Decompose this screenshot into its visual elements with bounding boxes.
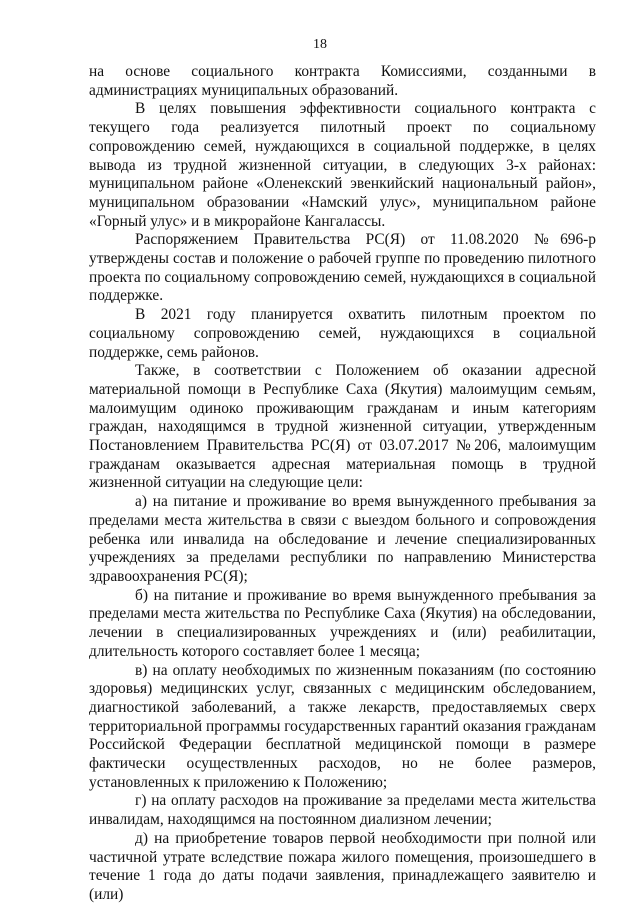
paragraph-government-order: Распоряжением Правительства РС(Я) от 11.08.2020 №696-р утверждены состав и положение о рабочей группе по проведению пилотного проекта по социальному сопровождению семей, нуждающихся в социальной поддержке. — [89, 231, 596, 305]
list-item-d: г) на оплату расходов на проживание за пределами места жительства инвалидам, находящимся на постоянном диализном лечении; — [89, 792, 596, 829]
paragraph-2021-plan: В 2021 году планируется охватить пилотным проектом по социальному сопровождению семей, нуждающихся в социальной поддержке, семь районов. — [89, 306, 596, 361]
paragraph-material-aid: Также, в соответствии с Положением об оказании адресной материальной помощи в Республике Саха (Якутия) малоимущим семьям, малоимущим одиноко проживающим гражданам и иным категориям граждан, находящимся в трудной жизненной ситуации, утвержденным Постановлением Правительства РС(Я) от 03.07.2017 №206, малоимущим гражданам оказывается адресная материальная помощь в трудной жизненной ситуации на следующие цели: — [89, 362, 596, 492]
list-item-b: б) на питание и проживание во время вынужденного пребывания за пределами места жительства по Республике Саха (Якутия) на обследовании, лечении в специализированных учреждениях и (или) реабилитации, длительность которого составляет более 1 месяца; — [89, 586, 596, 660]
list-item-a: а) на питание и проживание во время вынужденного пребывания за пределами места жительства в связи с выездом больного и сопровождения ребенка или инвалида на обследование и лечение специализированных учреждениях за пределами республики по направлению Министерства здравоохранения РС(Я); — [89, 493, 596, 585]
paragraph-pilot-project: В целях повышения эффективности социального контракта с текущего года реализуется пилотный проект по социальному сопровождению семей, нуждающихся в социальной поддержке, в целях вывода из трудной жизненной ситуации, в следующих 3-х районах: муниципальном районе «Оленекский эвенкийский национальный район», муниципальном образовании «Намский улус», муниципальном районе «Горный улус» и в микрорайоне Кангалассы. — [89, 100, 596, 230]
page-number: 18 — [313, 37, 327, 52]
list-item-c: в) на оплату необходимых по жизненным показаниям (по состоянию здоровья) медицинских услуг, связанных с медицинским обследованием, диагностикой заболеваний, а также лекарств, предоставляемых сверх территориальной программы государственных гарантий оказания гражданам Российской Федерации бесплатной медицинской помощи в размере фактически осуществленных расходов, но не более размеров, установленных к приложению к Положению; — [89, 661, 596, 791]
list-item-e: д) на приобретение товаров первой необходимости при полной или частичной утрате вследствие пожара жилого помещения, произошедшего в течение 1 года до даты подачи заявления, принадлежащего заявителю и (или) — [89, 829, 596, 903]
paragraph-continuation: на основе социального контракта Комиссиями, созданными в администрациях муниципальных образований. — [89, 63, 596, 99]
body-text — [89, 63, 596, 905]
